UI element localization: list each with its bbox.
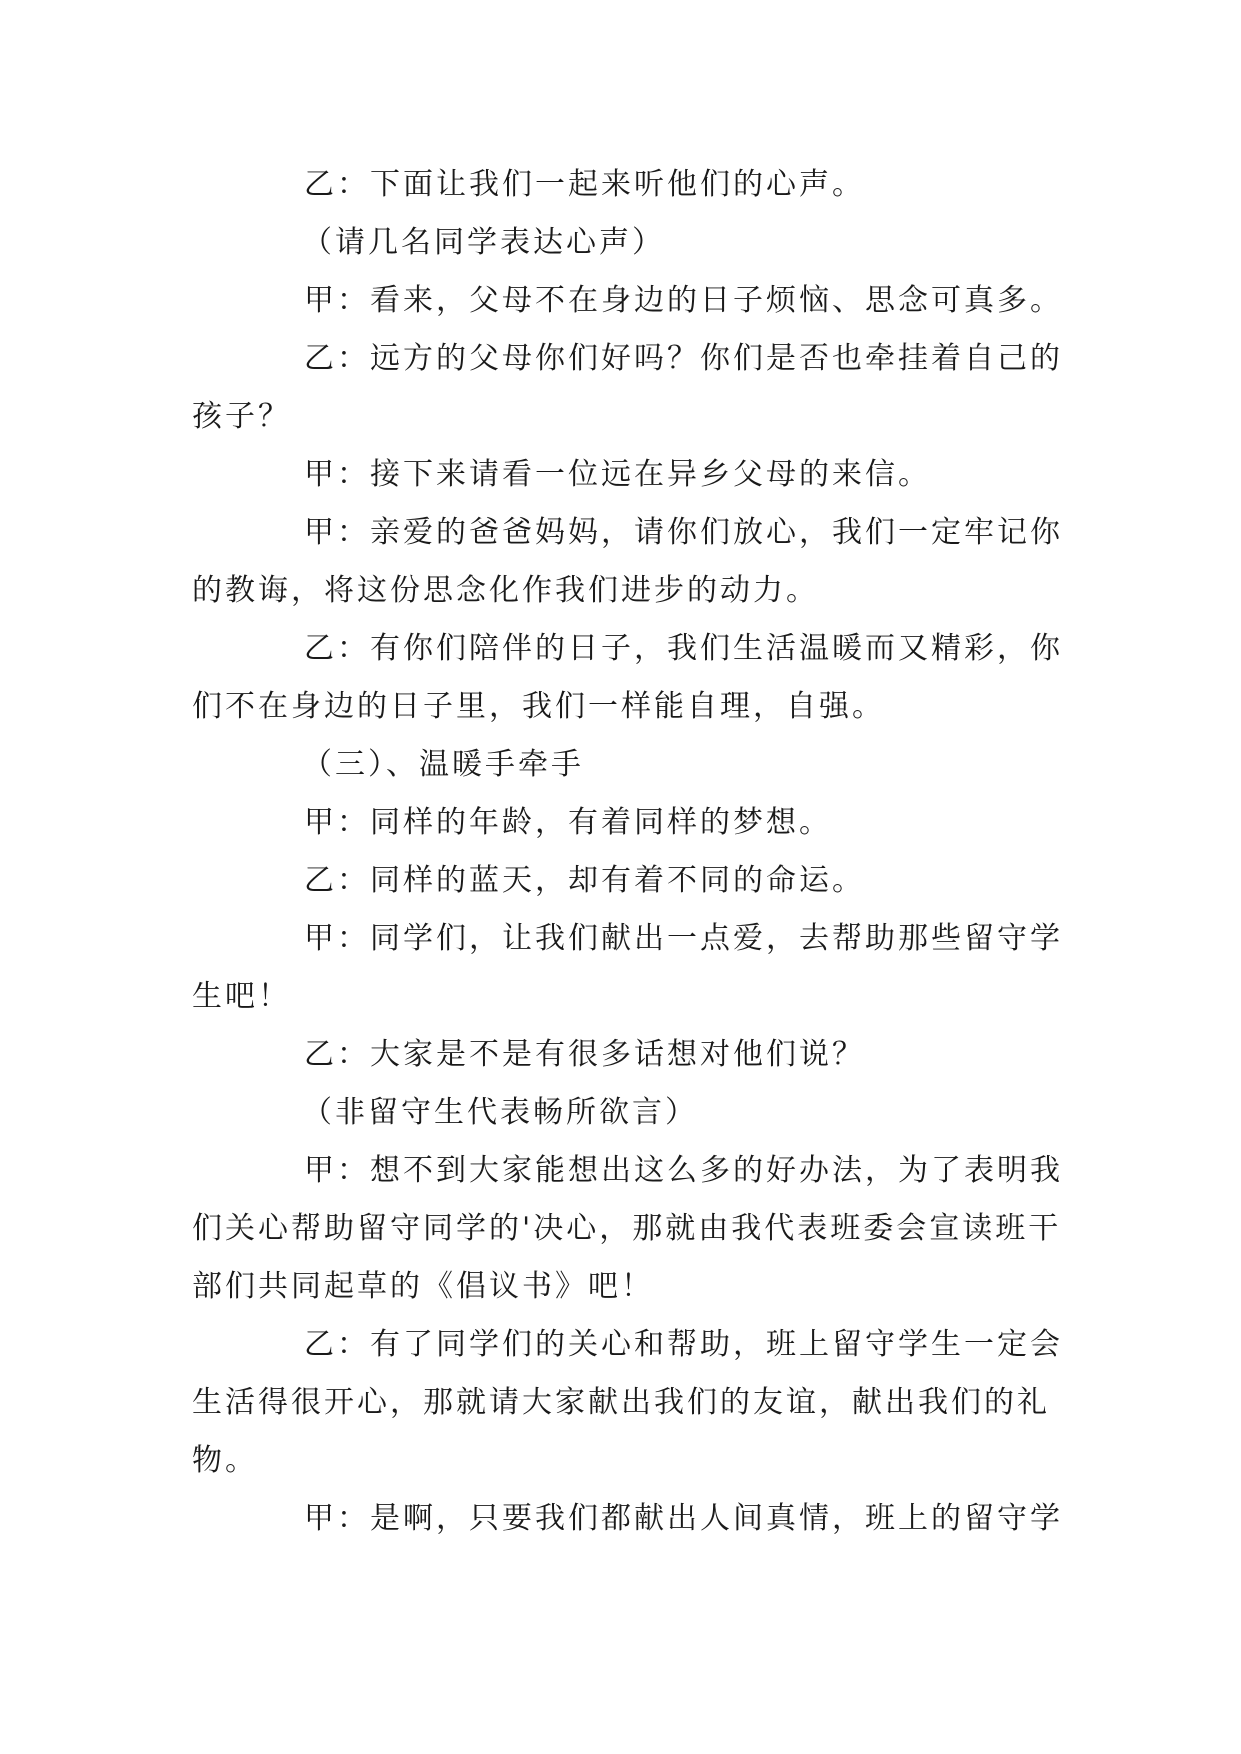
paragraph-15: 乙：有了同学们的关心和帮助，班上留守学生一定会生活得很开心，那就请大家献出我们的友谊，献出我们的礼物。	[192, 1327, 1063, 1478]
stage-direction-2: （非留守生代表畅所欲言）	[302, 1095, 698, 1130]
paragraph-10: 乙：同样的蓝天，却有着不同的命运。	[304, 863, 865, 898]
paragraph-11: 甲：同学们，让我们献出一点爱，去帮助那些留守学生吧！	[192, 921, 1063, 1014]
paragraph-1: 乙：下面让我们一起来听他们的心声。	[304, 167, 865, 202]
paragraph-7: 乙：有你们陪伴的日子，我们生活温暖而又精彩，你们不在身边的日子里，我们一样能自理，自强。	[192, 631, 1063, 724]
paragraph-9: 甲：同样的年龄，有着同样的梦想。	[304, 805, 832, 840]
document-body	[192, 156, 1072, 1548]
paragraph-6: 甲：亲爱的爸爸妈妈，请你们放心，我们一定牢记你的教诲，将这份思念化作我们进步的动力。	[192, 515, 1063, 608]
paragraph-16: 甲：是啊，只要我们都献出人间真情，班上的留守学	[304, 1501, 1063, 1536]
paragraph-3: 甲：看来，父母不在身边的日子烦恼、思念可真多。	[304, 283, 1063, 318]
paragraph-4: 乙：远方的父母你们好吗？你们是否也牵挂着自己的孩子？	[192, 341, 1063, 434]
section-heading: （三）、温暖手牵手	[302, 747, 584, 782]
paragraph-5: 甲：接下来请看一位远在异乡父母的来信。	[304, 457, 931, 492]
paragraph-14: 甲：想不到大家能想出这么多的好办法，为了表明我们关心帮助留守同学的'决心，那就由我代表班委会宣读班干部们共同起草的《倡议书》吧！	[192, 1153, 1063, 1304]
stage-direction-1: （请几名同学表达心声）	[302, 225, 665, 260]
paragraph-12: 乙：大家是不是有很多话想对他们说？	[304, 1037, 865, 1072]
